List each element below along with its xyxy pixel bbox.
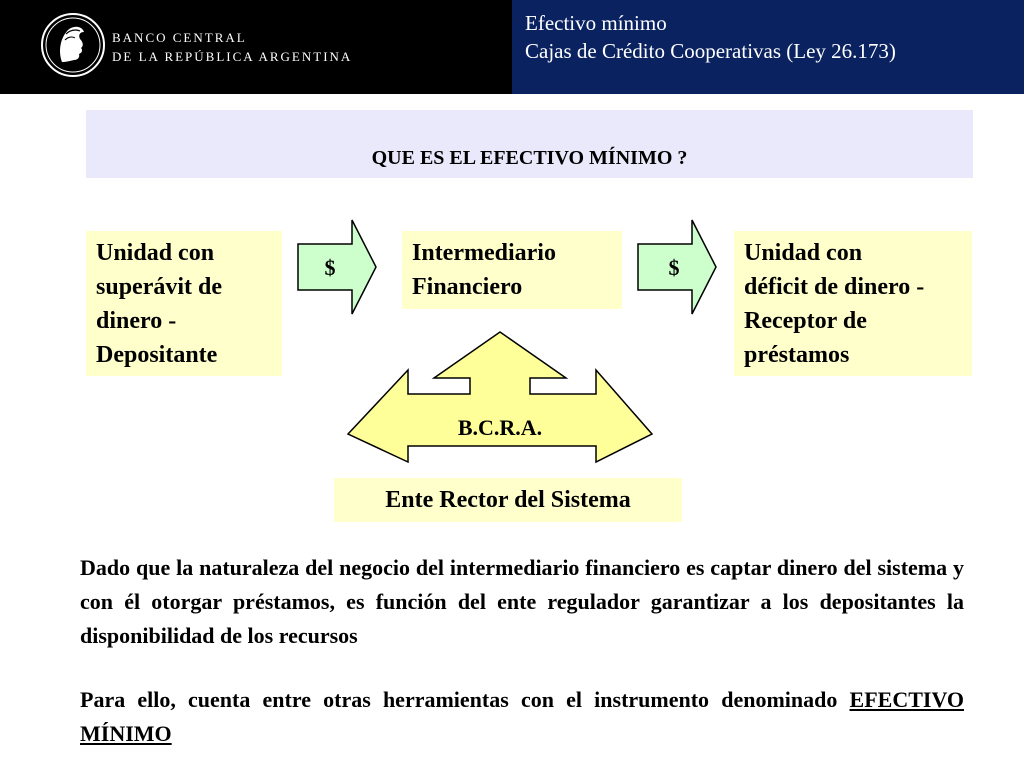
intermediary-box — [402, 231, 622, 309]
efectivo-minimo-term: EFECTIVO MÍNIMO — [80, 687, 964, 746]
depositor-box — [86, 231, 282, 376]
money-symbol-2: $ — [668, 255, 680, 280]
bank-name-line2: DE LA REPÚBLICA ARGENTINA — [112, 49, 353, 64]
intermediary-line: Financiero — [412, 274, 523, 300]
paragraph-2-prefix: Para ello, cuenta entre otras herramientas con el instrumento denominado — [80, 687, 850, 712]
intermediary-line: Intermediario — [412, 240, 556, 266]
borrower-line: Receptor de — [744, 308, 867, 334]
paragraph-2 — [80, 683, 964, 751]
header-title-area — [512, 0, 1024, 94]
slide-title — [525, 9, 896, 65]
depositor-line: Unidad con — [96, 240, 215, 266]
bank-name — [112, 28, 352, 66]
borrower-line: déficit de dinero - — [744, 274, 925, 300]
ente-rector-text: Ente Rector del Sistema — [385, 487, 631, 513]
bank-name-line1: BANCO CENTRAL — [112, 30, 247, 45]
borrower-box — [734, 231, 972, 376]
slide-title-line1: Efectivo mínimo — [525, 11, 667, 35]
ente-rector-box — [334, 478, 682, 522]
bcra-tri-arrow-shape — [340, 328, 660, 468]
question-banner — [86, 110, 973, 178]
slide-title-line2: Cajas de Crédito Cooperativas (Ley 26.173) — [525, 39, 896, 63]
depositor-line: Depositante — [96, 342, 218, 368]
borrower-line: Unidad con — [744, 240, 863, 266]
header-logo-area — [0, 0, 512, 94]
question-text: QUE ES EL EFECTIVO MÍNIMO ? — [371, 147, 688, 169]
borrower-line: préstamos — [744, 342, 850, 368]
paragraph-1: Dado que la naturaleza del negocio del intermediario financiero es captar dinero del sistema y con él otorgar préstamos, es función del ente regulador garantizar a los depositantes la disponibilidad de los recursos — [80, 555, 964, 648]
bcra-label: B.C.R.A. — [457, 415, 543, 440]
depositor-line: superávit de — [96, 274, 222, 300]
money-symbol-1: $ — [324, 255, 336, 280]
depositor-line: dinero - — [96, 308, 177, 334]
bcra-emblem-icon — [40, 12, 106, 78]
